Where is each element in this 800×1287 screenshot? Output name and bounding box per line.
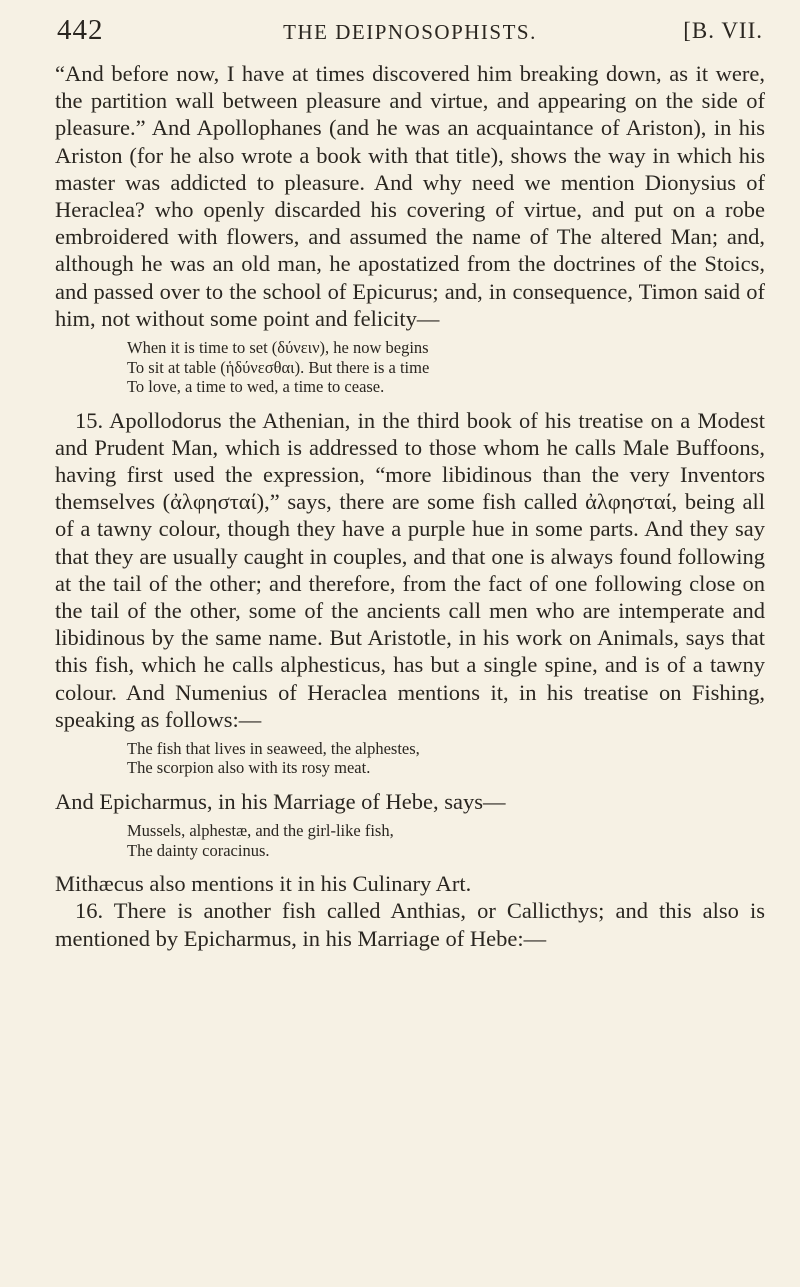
verse-timon: [127, 338, 765, 397]
book-reference: [B. VII.: [683, 18, 763, 43]
verse-line: The scorpion also with its rosy meat.: [127, 758, 371, 778]
verse-numenius: [127, 739, 765, 778]
verse-line: The fish that lives in seaweed, the alphestes,: [127, 738, 420, 758]
verse-line: When it is time to set (δύνειν), he now begins: [127, 338, 429, 358]
verse-line: To love, a time to wed, a time to cease.: [127, 377, 385, 397]
running-title: THE DEIPNOSOPHISTS.: [283, 20, 537, 44]
paragraph-mithaecus: Mithæcus also mentions it in his Culinary Art.: [55, 871, 472, 897]
paragraph-epicharmus: And Epicharmus, in his Marriage of Hebe, says—: [55, 788, 506, 814]
verse-epicharmus: [127, 821, 765, 860]
page-body: [55, 60, 765, 952]
verse-line: The dainty coracinus.: [127, 840, 270, 860]
paragraph-anthias: 16. There is another fish called Anthias, or Callicthys; and this also is mentioned by Epicharmus, in his Marriage of Hebe:—: [55, 898, 765, 951]
page-header: [57, 14, 763, 54]
verse-line: To sit at table (ἡδύνεσθαι). But there is a time: [127, 357, 430, 377]
verse-line: Mussels, alphestæ, and the girl-like fish,: [127, 821, 394, 841]
page-number: 442: [57, 14, 104, 46]
paragraph-apollodorus: 15. Apollodorus the Athenian, in the third book of his treatise on a Modest and Prudent Man, which is addressed to those whom he calls Male Buffoons, having first used the expression, “more libidinous than the very Inventors themselves (ἀλφησταί),” says, there are some fish called ἀλφησταί, being all of a tawny colour, though they have a purple hue in some parts. And they say that they are usually caught in couples, and that one is always found following at the tail of the other; and therefore, from the fact of one following close on the tail of the other, some of the ancients call men who are intemperate and libidinous by the same name. But Aristotle, in his work on Animals, says that this fish, which he calls alphesticus, has but a single spine, and is of a tawny colour. And Numenius of Heraclea mentions it, in his treatise on Fishing, speaking as follows:—: [55, 407, 765, 732]
paragraph-dionysius: “And before now, I have at times discovered him breaking down, as it were, the partition wall between pleasure and virtue, and appearing on the side of pleasure.” And Apollophanes (and he was an acquaintance of Ariston), in his Ariston (for he also wrote a book with that title), shows the way in which his master was addicted to pleasure. And why need we mention Dionysius of Heraclea? who openly discarded his covering of virtue, and put on a robe embroidered with flowers, and assumed the name of The altered Man; and, although he was an old man, he apostatized from the doctrines of the Stoics, and passed over to the school of Epicurus; and, in consequence, Timon said of him, not without some point and felicity—: [55, 61, 765, 331]
